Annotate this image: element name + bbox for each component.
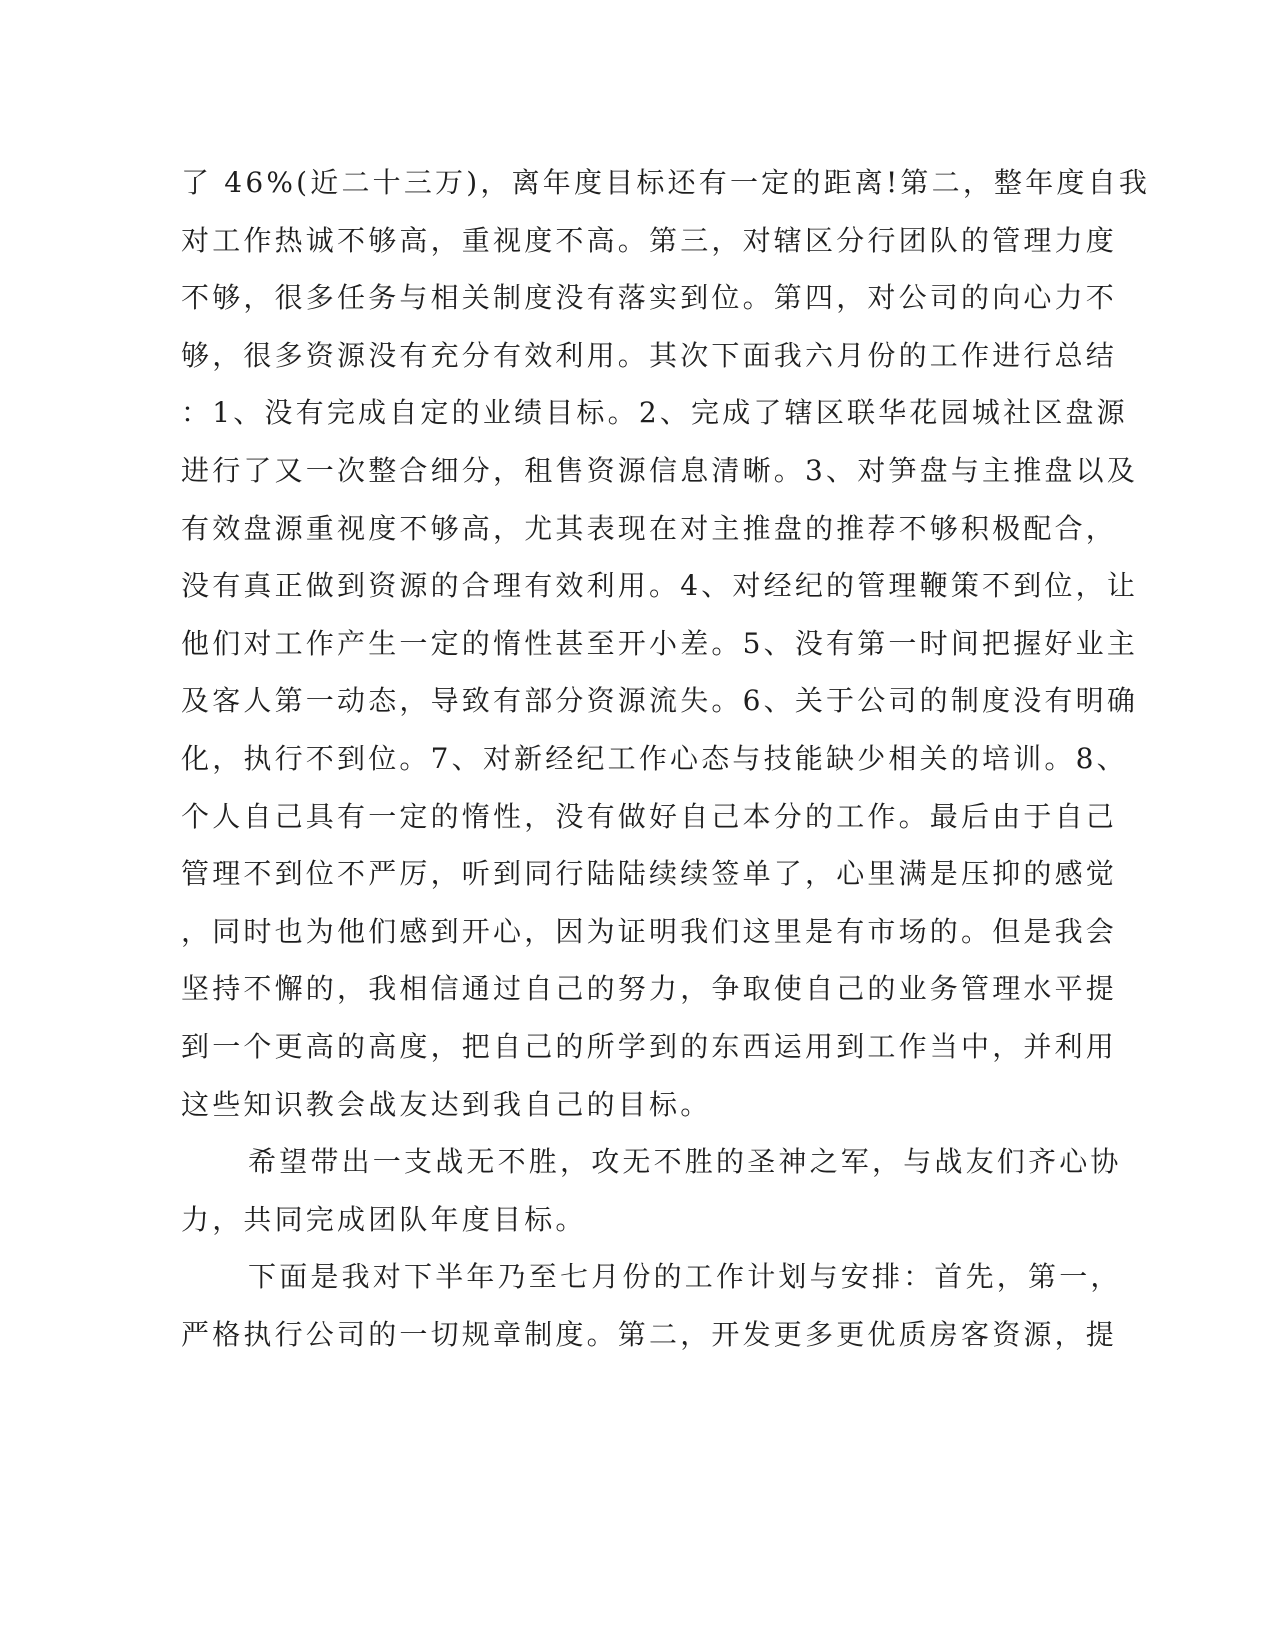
text-line: 了 46%(近二十三万)，离年度目标还有一定的距离!第二，整年度自我 (181, 166, 1151, 199)
text-line: 坚持不懈的，我相信通过自己的努力，争取使自己的业务管理水平提 (181, 972, 1118, 1006)
text-line: 不够，很多任务与相关制度没有落实到位。第四，对公司的向心力不 (181, 281, 1118, 315)
text-line: 及客人第一动态，导致有部分资源流失。6、关于公司的制度没有明确 (181, 684, 1139, 718)
text-line: 化，执行不到位。7、对新经纪工作心态与技能缺少相关的培训。8、 (181, 741, 1128, 775)
text-line: 严格执行公司的一切规章制度。第二，开发更多更优质房客资源，提 (181, 1317, 1118, 1351)
text-line: 个人自己具有一定的惰性，没有做好自己本分的工作。最后由于自己 (181, 799, 1118, 833)
text-line: 没有真正做到资源的合理有效利用。4、对经纪的管理鞭策不到位，让 (181, 569, 1139, 603)
text-line: ，同时也为他们感到开心，因为证明我们这里是有市场的。但是我会 (181, 914, 1118, 948)
text-line: 他们对工作产生一定的惰性甚至开小差。5、没有第一时间把握好业主 (181, 626, 1139, 660)
paragraph-first-line: 下面是我对下半年乃至七月份的工作计划与安排：首先，第一， (248, 1260, 1122, 1294)
paragraph-first-line: 希望带出一支战无不胜，攻无不胜的圣神之军，与战友们齐心协 (248, 1145, 1122, 1179)
text-line: ：1、没有完成自定的业绩目标。2、完成了辖区联华花园城社区盘源 (181, 396, 1128, 430)
text-line: 进行了又一次整合细分，租售资源信息清晰。3、对笋盘与主推盘以及 (181, 453, 1139, 487)
text-line: 这些知识教会战友达到我自己的目标。 (181, 1087, 712, 1121)
text-line: 到一个更高的高度，把自己的所学到的东西运用到工作当中，并利用 (181, 1029, 1118, 1063)
text-line: 有效盘源重视度不够高，尤其表现在对主推盘的推荐不够积极配合， (181, 511, 1118, 545)
text-line: 对工作热诚不够高，重视度不高。第三，对辖区分行团队的管理力度 (181, 223, 1118, 257)
text-line: 够，很多资源没有充分有效利用。其次下面我六月份的工作进行总结 (181, 338, 1118, 372)
text-line: 力，共同完成团队年度目标。 (181, 1202, 587, 1236)
body-text (181, 154, 1151, 1363)
text-line: 管理不到位不严厉，听到同行陆陆续续签单了，心里满是压抑的感觉 (181, 857, 1118, 891)
